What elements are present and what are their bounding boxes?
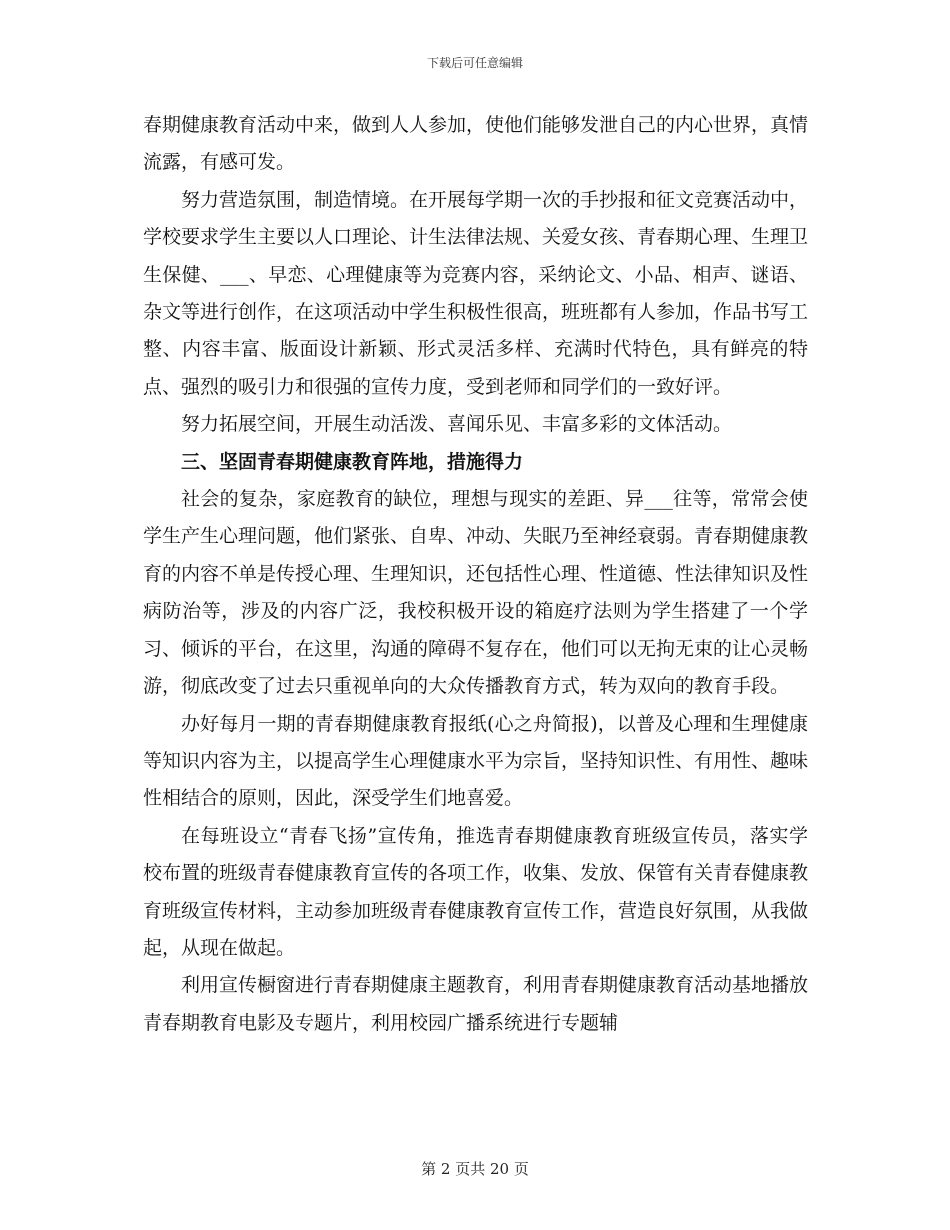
- document-body: [143, 107, 808, 1042]
- paragraph-psychology: 社会的复杂，家庭教育的缺位，理想与现实的差距、异___往等，常常会使学生产生心理问题，他们紧张、自卑、冲动、失眠乃至神经衰弱。青春期健康教育的内容不单是传授心理、生理知识，还包括性心理、性道德、性法律知识及性病防治等，涉及的内容广泛，我校积极开设的箱庭疗法则为学生搭建了一个学习、倾诉的平台，在这里，沟通的障碍不复存在，他们可以无拘无束的让心灵畅游，彻底改变了过去只重视单向的大众传播教育方式，转为双向的教育手段。: [143, 488, 809, 698]
- paragraph-newsletter: 办好每月一期的青春期健康教育报纸(心之舟简报)，以普及心理和生理健康等知识内容为主，以提高学生心理健康水平为宗旨，坚持知识性、有用性、趣味性相结合的原则，因此，深受学生们地喜爱。: [143, 712, 809, 810]
- page-header-note: 下载后可任意编辑: [426, 56, 523, 70]
- paragraph-activities: 努力拓展空间，开展生动活泼、喜闻乐见、丰富多彩的文体活动。: [181, 413, 733, 436]
- paragraph-competition: 努力营造氛围，制造情境。在开展每学期一次的手抄报和征文竞赛活动中，学校要求学生主要以人口理论、计生法律法规、关爱女孩、青春期心理、生理卫生保健、___、早恋、心理健康等为竞赛内容，采纳论文、小品、相声、谜语、杂文等进行创作，在这项活动中学生积极性很高，班班都有人参加，作品书写工整、内容丰富、版面设计新颖、形式灵活多样、充满时代特色，具有鲜亮的特点、强烈的吸引力和很强的宣传力度，受到老师和同学们的一致好评。: [143, 188, 809, 398]
- section-heading-3: 三、坚固青春期健康教育阵地，措施得力: [181, 450, 524, 473]
- paragraph-continuation: 春期健康教育活动中来，做到人人参加，使他们能够发泄自己的内心世界，真情流露，有感可发。: [143, 114, 809, 174]
- paragraph-promotion-corner: 在每班设立“青春飞扬”宣传角，推选青春期健康教育班级宣传员，落实学校布置的班级青春健康教育宣传的各项工作，收集、发放、保管有关青春健康教育班级宣传材料，主动参加班级青春健康教育宣传工作，营造良好氛围，从我做起，从现在做起。: [143, 824, 809, 959]
- paragraph-media: 利用宣传橱窗进行青春期健康主题教育，利用青春期健康教育活动基地播放青春期教育电影及专题片，利用校园广播系统进行专题辅: [143, 974, 809, 1034]
- page-number: 第 2 页共 20 页: [421, 1160, 529, 1178]
